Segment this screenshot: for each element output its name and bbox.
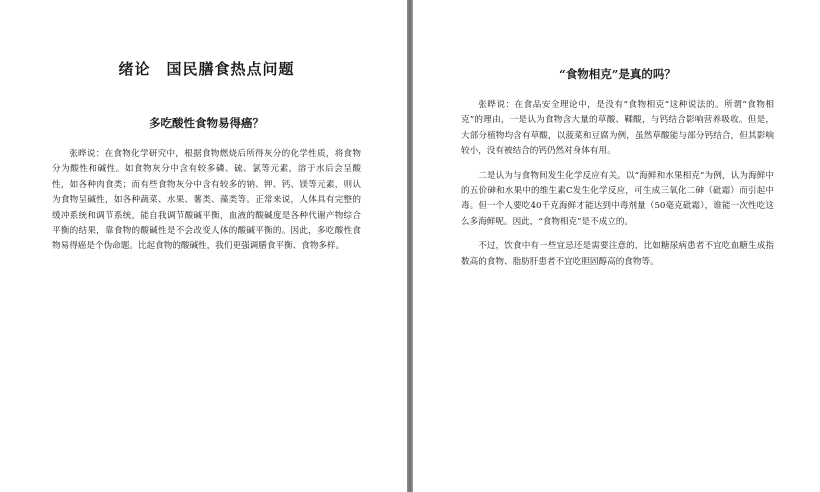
paragraph: 张晔说：在食物化学研究中，根据食物燃烧后所得灰分的化学性质，将食物分为酸性和碱性。如食物灰分中含有较多磷、硫、氯等元素，溶于水后会呈酸性，如各种肉食类；而有些食物灰分中含有较多的钠、钾、钙、镁等元素，则认为食物呈碱性，如各种蔬菜、水果、薯类、藻类等。正常来说，人体具有完整的缓冲系统和调节系统，能自我调节酸碱平衡，血液的酸碱度是各种代谢产物综合平衡的结果，靠食物的酸碱性是不会改变人体的酸碱平衡的。因此，多吃酸性食物易得癌是个伪命题。比起食物的酸碱性，我们更强调膳食平衡、食物多样。 — [52, 149, 361, 252]
section-title-food-incompatibility: “食物相克”是真的吗？ — [559, 67, 676, 81]
chapter-title: 绪论 国民膳食热点问题 — [118, 60, 295, 78]
right-page — [413, 0, 820, 492]
paragraph: 不过，饮食中有一些宜忌还是需要注意的，比如糖尿病患者不宜吃血糖生成指数高的食物、脂肪肝患者不宜吃胆固醇高的食物等。 — [461, 241, 774, 267]
paragraph: 二是认为与食物间发生化学反应有关。以“海鲜和水果相克”为例，认为海鲜中的五价砷和水果中的维生素C发生化学反应，可生成三氧化二砷（砒霜）而引起中毒。但一个人要吃40千克海鲜才能达到中毒剂量（50毫克砒霜），谁能一次性吃这么多海鲜呢。因此，“食物相克”是不成立的。 — [461, 170, 774, 227]
paragraph: 张晔说：在食品安全理论中，是没有“食物相克”这种说法的。所谓“食物相克”的理由，一是认为食物含大量的草酸、鞣酸，与钙结合影响营养吸收。但是，大部分植物均含有草酸，以菠菜和豆腐为例，虽然草酸能与部分钙结合，但其影响较小，没有被结合的钙仍然对身体有用。 — [461, 100, 774, 157]
section-title-acidic-food: 多吃酸性食物易得癌？ — [149, 116, 264, 130]
left-page — [0, 0, 407, 492]
